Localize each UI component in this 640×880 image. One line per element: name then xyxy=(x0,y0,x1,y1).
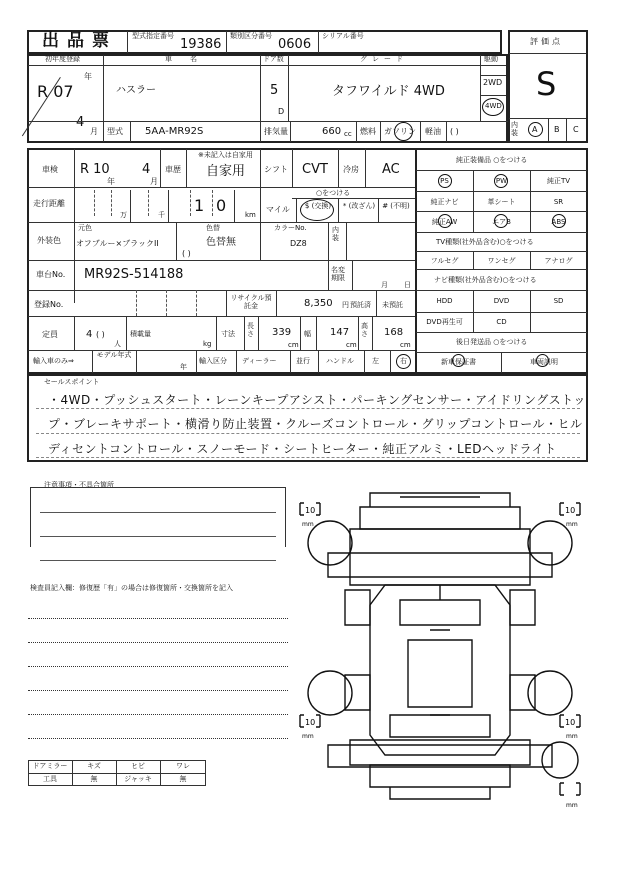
fuel-gasoline-circle xyxy=(394,122,413,141)
displacement-label: 排気量 xyxy=(264,127,288,136)
navi-hdd: HDD xyxy=(436,297,453,305)
interior-c: C xyxy=(573,125,579,134)
score-value: S xyxy=(536,65,557,103)
model-cert-number: 19386 xyxy=(180,37,222,52)
later-warranty-circle xyxy=(452,354,465,367)
notes-bracket xyxy=(30,487,286,547)
tbl-scratch: キズ xyxy=(87,762,101,770)
tire-rl-mm: mm xyxy=(302,733,314,740)
recycle-unit: 円 xyxy=(342,301,349,309)
shift-value: CVT xyxy=(302,162,328,177)
dvd-playback: DVD再生可 xyxy=(426,318,463,326)
inspection-label: 車検 xyxy=(42,165,58,174)
navi-dvd: DVD xyxy=(493,297,510,305)
ac-value: AC xyxy=(382,162,400,177)
height-value: 168 xyxy=(384,327,404,338)
tire-rl-value: 10 xyxy=(305,718,316,727)
recycle-label: リサイクル預託金 xyxy=(230,294,272,311)
sales-line-3: ディセントコントロール・スノーモード・シートヒーター・純正アルミ・LEDヘッドライト xyxy=(48,442,557,456)
interior-a: A xyxy=(532,125,538,134)
model-year-unit: 年 xyxy=(180,363,187,371)
first-reg-month: 4 xyxy=(76,115,85,130)
equip-sr: SR xyxy=(553,198,564,206)
length-label: 長さ xyxy=(247,322,254,338)
shift-label: シフト xyxy=(264,165,288,174)
fuel-other: ( ) xyxy=(450,127,459,136)
interior-label: 内装 xyxy=(511,121,518,137)
recycle-not-deposited: 未預託 xyxy=(382,301,403,309)
later-manual-circle xyxy=(536,354,549,367)
recycle-status: 預託済 xyxy=(350,301,371,309)
later-warranty: 新車保証書 xyxy=(441,358,476,366)
interior-color-label: 内装 xyxy=(332,226,339,243)
mileage-sen: 千 xyxy=(158,211,165,219)
fuel-diesel: 軽油 xyxy=(425,127,441,136)
sales-points-label: セールスポイント xyxy=(44,378,100,386)
equip-airbag: エアB xyxy=(492,218,511,226)
tire-fr-value: 10 xyxy=(565,506,576,515)
width-value: 147 xyxy=(330,327,350,338)
cc-unit: cc xyxy=(344,130,352,138)
equip-abs: ABS xyxy=(551,218,566,226)
mileage-digit-6: 0 xyxy=(216,196,227,215)
load-kg: kg xyxy=(203,340,212,348)
length-cm: cm xyxy=(288,341,299,349)
navi-sd: SD xyxy=(553,297,564,305)
first-reg-month-unit: 月 xyxy=(90,127,98,136)
equip-airbag-circle xyxy=(494,214,508,228)
capacity-label: 定員 xyxy=(42,330,58,339)
equip-aw: 純正AW xyxy=(431,218,458,226)
mileage-exchange-circle xyxy=(300,199,334,221)
dims-label: 寸法 xyxy=(221,330,235,338)
page-title: 出品票 xyxy=(42,31,117,51)
later-manual: 車両説明 xyxy=(530,358,558,366)
mileage-mile: マイル xyxy=(266,205,290,214)
tbl-break: ワレ xyxy=(176,762,190,770)
inspection-era: R 10 xyxy=(80,162,110,177)
width-cm: cm xyxy=(346,341,357,349)
model-type: 5AA-MR92S xyxy=(145,126,204,137)
mileage-exchange: $ (交換) xyxy=(304,202,332,210)
sales-line-2: プ・ブレーキサポート・横滑り防止装置・クルーズコントロール・グリップコントロール・ヒル xyxy=(48,417,583,431)
width-label: 幅 xyxy=(304,330,311,338)
model-type-label: 型式 xyxy=(107,127,123,136)
grade-label: グレード xyxy=(360,55,408,63)
drive-label: 駆動 xyxy=(484,55,498,63)
handle-right: 右 xyxy=(400,357,407,365)
mileage-km: km xyxy=(245,211,256,219)
chassis-label: 車台No. xyxy=(36,270,66,279)
registration-label: 登録No. xyxy=(34,300,64,309)
door-type: D xyxy=(278,107,285,116)
equip-aw-circle xyxy=(438,214,452,228)
color-no-label: カラーNo. xyxy=(274,224,307,232)
capacity-unit: 人 xyxy=(114,340,121,348)
tbl-doormirror: ドアミラー xyxy=(32,762,68,770)
doors-value: 5 xyxy=(270,83,279,98)
repaint-value: 色替無 xyxy=(206,237,236,248)
class-number-label: 類別区分番号 xyxy=(230,32,272,40)
tv-analog: アナログ xyxy=(544,257,573,265)
inspection-year-unit: 年 xyxy=(107,177,115,186)
equip-pw-circle xyxy=(494,174,508,188)
car-name-label: 車名 xyxy=(165,55,215,63)
first-reg-year-unit: 年 xyxy=(84,72,92,81)
doors-label: ドア数 xyxy=(263,55,284,63)
repaint-paren: ( ) xyxy=(182,249,191,258)
title-day: 日 xyxy=(404,281,411,289)
equip-abs-circle xyxy=(552,214,566,228)
tbl-jack-value: 無 xyxy=(179,775,187,783)
chassis-number: MR92S-514188 xyxy=(84,267,184,282)
tbl-jack: ジャッキ xyxy=(124,775,152,783)
equip-tv: 純正TV xyxy=(546,177,571,185)
history-label: 車歴 xyxy=(165,165,181,174)
inspection-month-unit: 月 xyxy=(150,177,158,186)
load-label: 積載量 xyxy=(130,330,151,338)
tire-fr-mm: mm xyxy=(566,521,578,528)
inspection-month: 4 xyxy=(142,162,151,177)
exterior-label: 外装色 xyxy=(37,236,61,245)
tbl-crack: ヒビ xyxy=(131,762,145,770)
handle-left: 左 xyxy=(372,357,379,365)
mileage-unit-note: ○をつける xyxy=(316,189,351,197)
fuel-gasoline: ガソリン xyxy=(384,127,416,136)
model-cert-label: 型式指定番号 xyxy=(132,32,174,40)
mileage-modified: * (改ざん) xyxy=(342,202,376,210)
sales-line-1: ・4WD・プッシュスタート・レーンキープアシスト・パーキングセンサー・アイドリングストッ xyxy=(48,393,586,407)
orig-color-label: 元色 xyxy=(78,224,92,232)
tire-rr-mm: mm xyxy=(566,733,578,740)
height-label: 高さ xyxy=(361,322,368,338)
cd-label: CD xyxy=(496,318,507,326)
serial-label: シリアル番号 xyxy=(322,32,364,40)
equip-pw: PW xyxy=(495,177,508,185)
notes-title: 注意事項・不具合箇所 xyxy=(44,481,114,489)
history-value: 自家用 xyxy=(206,164,246,179)
fuel-label: 燃料 xyxy=(360,127,376,136)
interior-b: B xyxy=(554,125,560,134)
import-div-label: 輸入区分 xyxy=(199,357,227,365)
tire-fl-mm: mm xyxy=(302,521,314,528)
drive-2wd: 2WD xyxy=(483,78,503,87)
equip-ps: PS xyxy=(440,177,449,185)
color-no: DZ8 xyxy=(290,239,307,248)
grade-value: タフワイルド 4WD xyxy=(332,84,445,99)
import-only-label: 輸入車のみ⇒ xyxy=(33,357,74,365)
equip-ps-circle xyxy=(438,174,452,188)
tire-fl-value: 10 xyxy=(305,506,316,515)
tv-type-title: TV種類(社外品含む)○をつける xyxy=(436,238,534,246)
wheel-spare xyxy=(542,742,578,778)
capacity-paren: ( ) xyxy=(96,330,105,339)
car-name: ハスラー xyxy=(116,85,156,96)
car-body-outline xyxy=(360,493,520,529)
first-reg-era: R 07 xyxy=(37,82,74,101)
model-year-label: モデル年式 xyxy=(96,351,132,359)
tire-rr-value: 10 xyxy=(565,718,576,727)
tv-oneseg: ワンセグ xyxy=(487,257,516,265)
tbl-tools-value: 無 xyxy=(90,775,98,783)
tire-spare-mm: mm xyxy=(566,802,578,809)
length-value: 339 xyxy=(272,327,292,338)
tv-fullseg: フルセグ xyxy=(430,257,459,265)
mileage-digit-5: 1 xyxy=(194,196,205,215)
inspector-note: 検査員記入欄：修復歴「有」の場合は修復箇所・交換箇所を記入 xyxy=(30,584,233,592)
mileage-label: 走行距離 xyxy=(33,199,65,208)
title-deadline-label: 名変期限 xyxy=(331,266,345,283)
mileage-man: 万 xyxy=(120,211,127,219)
repaint-label: 色替 xyxy=(206,224,220,232)
equipment-title: 純正装備品 ○をつける xyxy=(456,156,528,164)
equipment-panel xyxy=(416,149,587,373)
displacement: 660 xyxy=(322,126,342,137)
drive-4wd: 4WD xyxy=(485,102,502,110)
height-cm: cm xyxy=(400,341,411,349)
later-shipment-title: 後日発送品 ○をつける xyxy=(456,338,528,346)
class-number: 0606 xyxy=(278,37,312,52)
equip-navi: 純正ナビ xyxy=(430,198,459,206)
handle-label: ハンドル xyxy=(326,357,354,365)
history-note: ※未記入は自家用 xyxy=(198,151,253,159)
equip-leather: 革シート xyxy=(487,198,516,206)
import-dealer: ディーラー xyxy=(242,357,277,365)
capacity-value: 4 xyxy=(86,329,93,340)
navi-type-title: ナビ種類(社外品含む)○をつける xyxy=(434,276,537,284)
score-label: 評価点 xyxy=(530,37,563,46)
recycle-amount: 8,350 xyxy=(304,298,333,309)
first-reg-label: 初年度登録 xyxy=(45,55,80,63)
orig-color: オフブルー×ブラックII xyxy=(76,239,159,248)
mileage-unknown: # (不明) xyxy=(382,202,410,210)
tbl-tools: 工具 xyxy=(43,775,57,783)
ac-label: 冷房 xyxy=(343,165,359,174)
wheel-front-left xyxy=(308,521,352,565)
car-diagram xyxy=(290,475,590,815)
import-parallel: 並行 xyxy=(296,357,310,365)
title-month: 月 xyxy=(381,281,388,289)
